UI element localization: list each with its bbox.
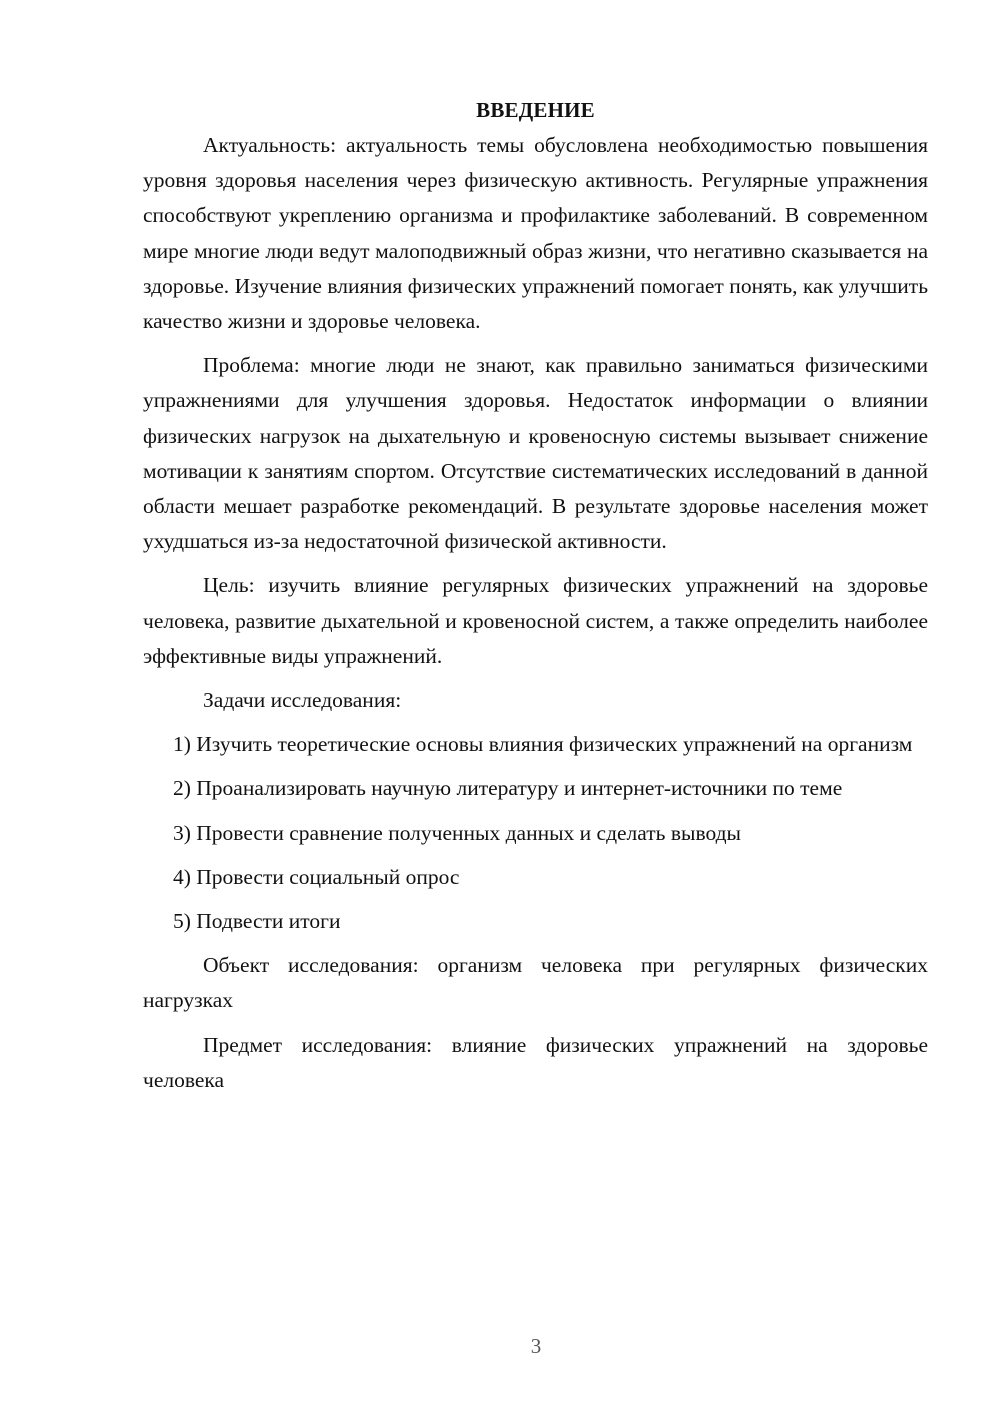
- list-item: 4) Провести социальный опрос: [173, 864, 460, 889]
- page-number: 3: [530, 1334, 542, 1358]
- relevance-paragraph: Актуальность: актуальность темы обусловлена необходимостью повышения уровня здоровья населения через физическую активность. Регулярные упражнения способствуют укреплению организма и профилактике заболеваний. В современном мире многие люди ведут малоподвижный образ жизни, что негативно сказывается на здоровье. Изучение влияния физических упражнений помогает понять, как улучшить качество жизни и здоровье человека.: [143, 133, 928, 334]
- document-body: [143, 92, 928, 1107]
- page-title: ВВЕДЕНИЕ: [476, 98, 595, 122]
- goal-paragraph: Цель: изучить влияние регулярных физических упражнений на здоровье человека, развитие дыхательной и кровеносной систем, а также определить наиболее эффективные виды упражнений.: [143, 573, 928, 668]
- problem-paragraph: Проблема: многие люди не знают, как правильно заниматься физическими упражнениями для улучшения здоровья. Недостаток информации о влиянии физических нагрузок на дыхательную и кровеносную системы вызывает снижение мотивации к занятиям спортом. Отсутствие систематических исследований в данной области мешает разработке рекомендаций. В результате здоровье населения может ухудшаться из-за недостаточной физической активности.: [143, 353, 928, 554]
- list-item: 1) Изучить теоретические основы влияния физических упражнений на организм: [173, 732, 913, 757]
- research-object-paragraph: Объект исследования: организм человека при регулярных физических нагрузках: [143, 953, 928, 1013]
- tasks-heading: Задачи исследования:: [203, 688, 402, 713]
- tasks-list: [143, 727, 928, 939]
- list-item: 5) Подвести итоги: [173, 909, 341, 934]
- list-item: 2) Проанализировать научную литературу и интернет-источники по теме: [173, 776, 843, 801]
- list-item: 3) Провести сравнение полученных данных и сделать выводы: [173, 820, 741, 845]
- research-subject-paragraph: Предмет исследования: влияние физических упражнений на здоровье человека: [143, 1032, 928, 1092]
